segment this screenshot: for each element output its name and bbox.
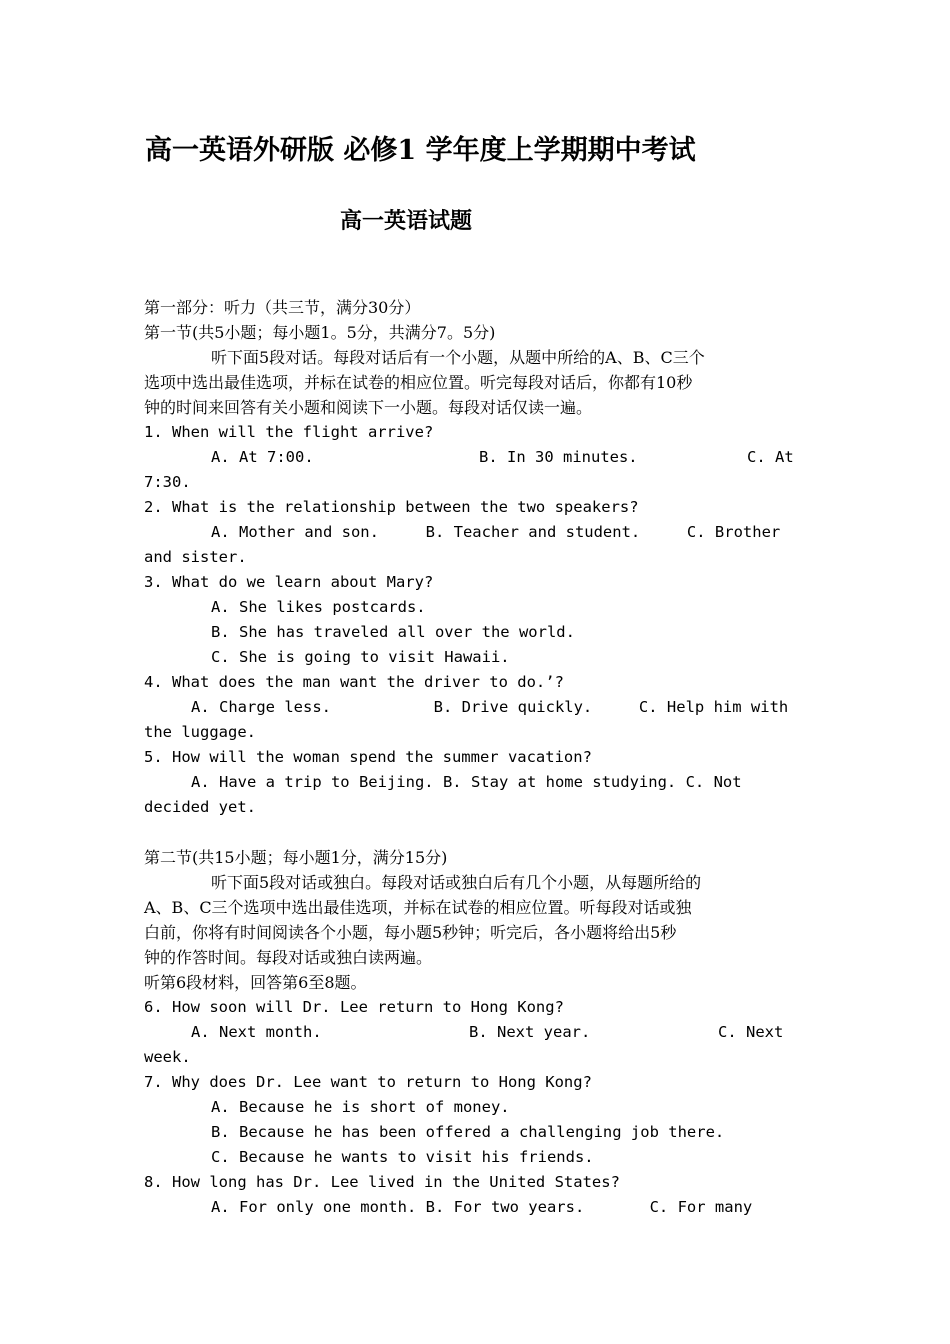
material-note: 听第6段材料，回答第6至8题。: [144, 973, 367, 992]
question-1: 1. When will the flight arrive?: [144, 423, 434, 441]
section1-instruction-line: 钟的时间来回答有关小题和阅读下一小题。每段对话仅读一遍。: [144, 398, 593, 417]
question-3: 3. What do we learn about Mary?: [144, 573, 434, 591]
section2-instruction-line: 听下面5段对话或独白。每段对话或独白后有几个小题，从每题所给的: [211, 873, 702, 892]
question-6-option-b: B. Next year.: [469, 1023, 591, 1041]
question-7-option-b: B. Because he has been offered a challenging job there.: [211, 1123, 725, 1141]
question-1-options: [144, 445, 809, 470]
section1-heading: 第一节(共5小题；每小题1。5分，共满分7。5分): [144, 323, 496, 342]
question-4: 4. What does the man want the driver to do.’?: [144, 673, 564, 691]
question-6: 6. How soon will Dr. Lee return to Hong Kong?: [144, 998, 564, 1016]
question-2: 2. What is the relationship between the two speakers?: [144, 498, 639, 516]
exam-body: [144, 295, 809, 1220]
question-6-options: [144, 1020, 809, 1045]
question-2-options: A. Mother and son. B. Teacher and student. C. Brother: [211, 523, 781, 541]
question-8: 8. How long has Dr. Lee lived in the United States?: [144, 1173, 620, 1191]
question-7-option-a: A. Because he is short of money.: [211, 1098, 510, 1116]
section2-instruction-line: A、B、C三个选项中选出最佳选项，并标在试卷的相应位置。听每段对话或独: [144, 898, 692, 917]
question-3-option-a: A. She likes postcards.: [211, 598, 426, 616]
question-1-option-b: B. In 30 minutes.: [479, 448, 638, 466]
section2-heading: 第二节(共15小题；每小题1分，满分15分): [144, 848, 448, 867]
section2-instruction-line: 钟的作答时间。每段对话或独白读两遍。: [144, 948, 433, 967]
section1-instruction-line: 听下面5段对话。每段对话后有一个小题，从题中所给的A、B、C三个: [211, 348, 705, 367]
question-3-option-b: B. She has traveled all over the world.: [211, 623, 575, 641]
question-1-option-a: A. At 7:00.: [211, 448, 314, 466]
exam-subtitle: 高一英语试题: [340, 208, 473, 234]
section1-instruction-line: 选项中选出最佳选项，并标在试卷的相应位置。听完每段对话后，你都有10秒: [144, 373, 693, 392]
section2-instruction-line: 白前，你将有时间阅读各个小题，每小题5秒钟；听完后，各小题将给出5秒: [144, 923, 677, 942]
part1-heading: 第一部分：听力（共三节，满分30分）: [144, 298, 421, 317]
question-7: 7. Why does Dr. Lee want to return to Hong Kong?: [144, 1073, 592, 1091]
question-5: 5. How will the woman spend the summer vacation?: [144, 748, 592, 766]
question-8-options: A. For only one month. B. For two years. C. For many: [211, 1198, 753, 1216]
question-2-wrap: and sister.: [144, 548, 247, 566]
question-4-wrap: the luggage.: [144, 723, 256, 741]
question-1-wrap: 7:30.: [144, 473, 191, 491]
question-5-options: A. Have a trip to Beijing. B. Stay at home studying. C. Not: [191, 773, 742, 791]
question-6-wrap: week.: [144, 1048, 191, 1066]
question-7-option-c: C. Because he wants to visit his friends.: [211, 1148, 594, 1166]
exam-title: 高一英语外研版 必修1 学年度上学期期中考试: [145, 135, 696, 166]
question-1-option-c: C. At: [747, 448, 794, 466]
question-6-option-c: C. Next: [718, 1023, 784, 1041]
question-3-option-c: C. She is going to visit Hawaii.: [211, 648, 510, 666]
spacer: [144, 820, 809, 845]
question-5-wrap: decided yet.: [144, 798, 256, 816]
question-4-options: A. Charge less. B. Drive quickly. C. Help him with: [191, 698, 789, 716]
question-6-option-a: A. Next month.: [191, 1023, 322, 1041]
